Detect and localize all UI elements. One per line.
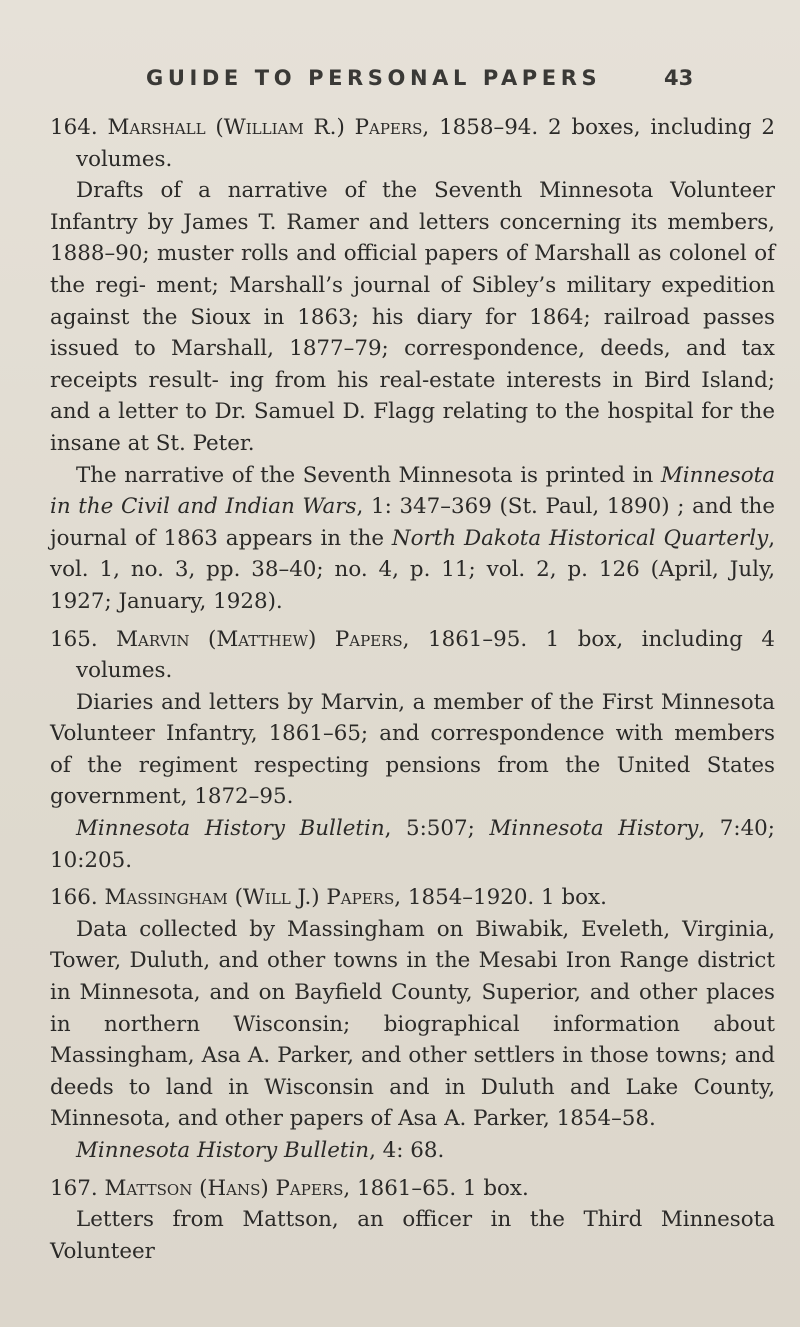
note-title: Minnesota in the Civil and Indian Wars (50, 462, 775, 520)
entry-number: 164. (50, 115, 98, 140)
entry-details: 1858–94. 2 boxes, including 2 volumes. (76, 115, 775, 172)
citation-text: , 7:40; 10:205. (50, 816, 775, 873)
entry-name: Marshall (William R.) Papers, (107, 115, 430, 140)
entry-description: Drafts of a narrative of the Seventh Minnesota Volunteer Infantry by James T. Ramer and letters concerning its members, 1888–90; muster rolls and official papers of Marshall as colonel of the regi- ment; Marshall’s journal of Sibley’s military expedition against the Sioux in 1863; his diary for 1864; railroad passes issued to Marshall, 1877–79; correspondence, deeds, and tax receipts result- ing from his real-estate interests in Bird Island; and a letter to Dr. Samuel D. Flagg relating to the hospital for the insane at St. Peter. (50, 178, 775, 456)
entry-name: Marvin (Matthew) Papers, (116, 626, 410, 652)
entry-note (50, 460, 775, 618)
entry-citation (50, 1135, 775, 1167)
running-head (0, 66, 800, 96)
entry-heading (50, 1173, 775, 1205)
entry-number: 167. (50, 1175, 98, 1201)
entry-name: Massingham (Will J.) Papers, (104, 885, 402, 911)
entry-164 (50, 112, 775, 618)
entry-number: 166. (50, 885, 98, 911)
citation-text: , 5:507; (384, 816, 490, 842)
entry-details: 1861–65. 1 box. (350, 1175, 529, 1201)
running-head-title: GUIDE TO PERSONAL PAPERS (146, 66, 602, 90)
page-number: 43 (664, 66, 694, 90)
note-title: North Dakota Historical Quarterly (391, 525, 769, 551)
entry-heading (50, 882, 775, 914)
citation-title: Minnesota History (489, 816, 699, 842)
entry-description: Letters from Mattson, an officer in the Third Minnesota Volunteer (50, 1207, 775, 1264)
note-text: , 1: 347–369 (St. Paul, 1890) ; and the journal of 1863 appears in the (50, 494, 775, 551)
entry-name: Mattson (Hans) Papers, (104, 1175, 351, 1201)
entry-165 (50, 624, 775, 877)
page-content (50, 112, 775, 1273)
note-text: , vol. 1, no. 3, pp. 38–40; no. 4, p. 11; vol. 2, p. 126 (April, July, 1927; January, 1928). (50, 525, 775, 614)
entry-167 (50, 1173, 775, 1268)
entry-number: 165. (50, 626, 98, 652)
entry-details: 1854–1920. 1 box. (401, 885, 607, 911)
entry-description: Data collected by Massingham on Biwabik, Eveleth, Virginia, Tower, Duluth, and other towns in the Mesabi Iron Range district in Minnesota, and on Bayfield County, Superior, and other places in northern Wisconsin; biographical information about Massingham, Asa A. Parker, and other settlers in those towns; and deeds to land in Wisconsin and in Duluth and Lake County, Minnesota, and other papers of Asa A. Parker, 1854–58. (50, 916, 775, 1132)
citation-title: Minnesota History Bulletin (76, 816, 385, 842)
entry-166 (50, 882, 775, 1166)
entry-citation (50, 813, 775, 876)
citation-text: , 4: 68. (369, 1138, 445, 1163)
entry-heading (50, 624, 775, 687)
citation-title: Minnesota History Bulletin (76, 1138, 370, 1163)
note-text: The narrative of the Seventh Minnesota is printed in (76, 462, 661, 488)
entry-heading (50, 112, 775, 175)
entry-description: Diaries and letters by Marvin, a member of the First Minnesota Volunteer Infantry, 1861–65; and correspondence with members of the regiment respecting pensions from the United States government, 1872–95. (50, 689, 775, 810)
entry-details: 1861–95. 1 box, including 4 volumes. (76, 626, 775, 684)
